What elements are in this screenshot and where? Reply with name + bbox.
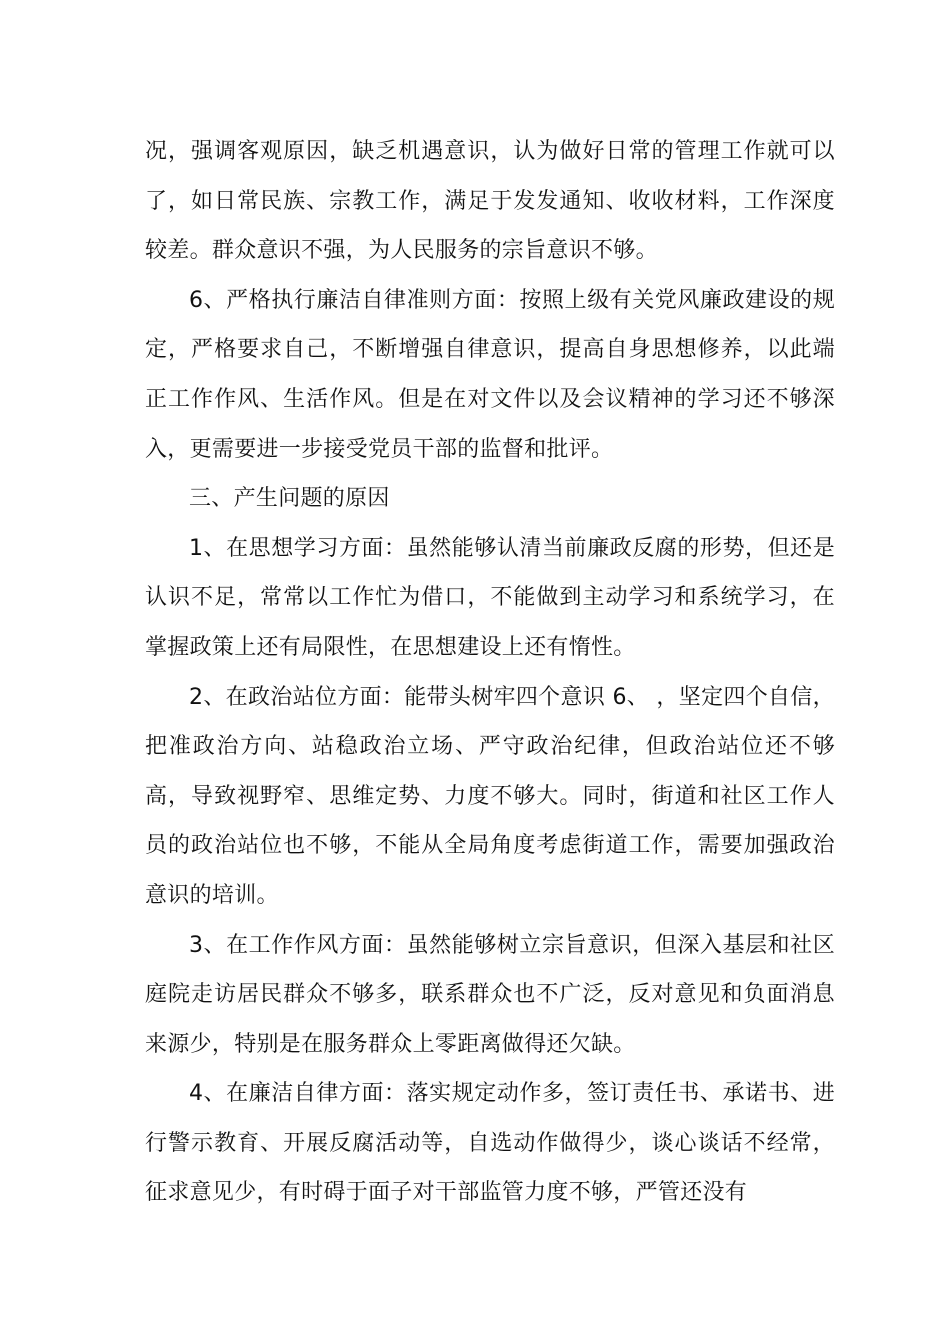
paragraph-cause-4-integrity: 4、在廉洁自律方面：落实规定动作多，签订责任书、承诺书、进行警示教育、开展反腐活动等，自选动作做得少，谈心谈话不经常，征求意见少，有时碍于面子对干部监管力度不够，严管还没有	[145, 1081, 835, 1206]
paragraph-continuation: 况，强调客观原因，缺乏机遇意识，认为做好日常的管理工作就可以了，如日常民族、宗教工作，满足于发发通知、收收材料，工作深度较差。群众意识不强，为人民服务的宗旨意识不够。	[145, 139, 835, 264]
section-heading-causes: 三、产生问题的原因	[189, 486, 390, 512]
paragraph-cause-2-politics: 2、在政治站位方面：能带头树牢四个意识 6、 ，坚定四个自信，把准政治方向、站稳政治立场、严守政治纪律，但政治站位还不够高，导致视野窄、思维定势、力度不够大。同时，街道和社区工作人员的政治站位也不够，不能从全局角度考虑街道工作，需要加强政治意识的培训。	[145, 684, 835, 908]
paragraph-item-6-integrity: 6、严格执行廉洁自律准则方面：按照上级有关党风廉政建设的规定，严格要求自己，不断增强自律意识，提高自身思想修养，以此端正工作作风、生活作风。但是在对文件以及会议精神的学习还不够深入，更需要进一步接受党员干部的监督和批评。	[145, 287, 835, 462]
paragraph-cause-1-study: 1、在思想学习方面：虽然能够认清当前廉政反腐的形势，但还是认识不足，常常以工作忙为借口，不能做到主动学习和系统学习，在掌握政策上还有局限性，在思想建设上还有惰性。	[145, 535, 835, 660]
paragraph-cause-3-workstyle: 3、在工作作风方面：虽然能够树立宗旨意识，但深入基层和社区庭院走访居民群众不够多，联系群众也不广泛，反对意见和负面消息来源少，特别是在服务群众上零距离做得还欠缺。	[145, 932, 835, 1057]
document-body	[145, 127, 835, 1218]
